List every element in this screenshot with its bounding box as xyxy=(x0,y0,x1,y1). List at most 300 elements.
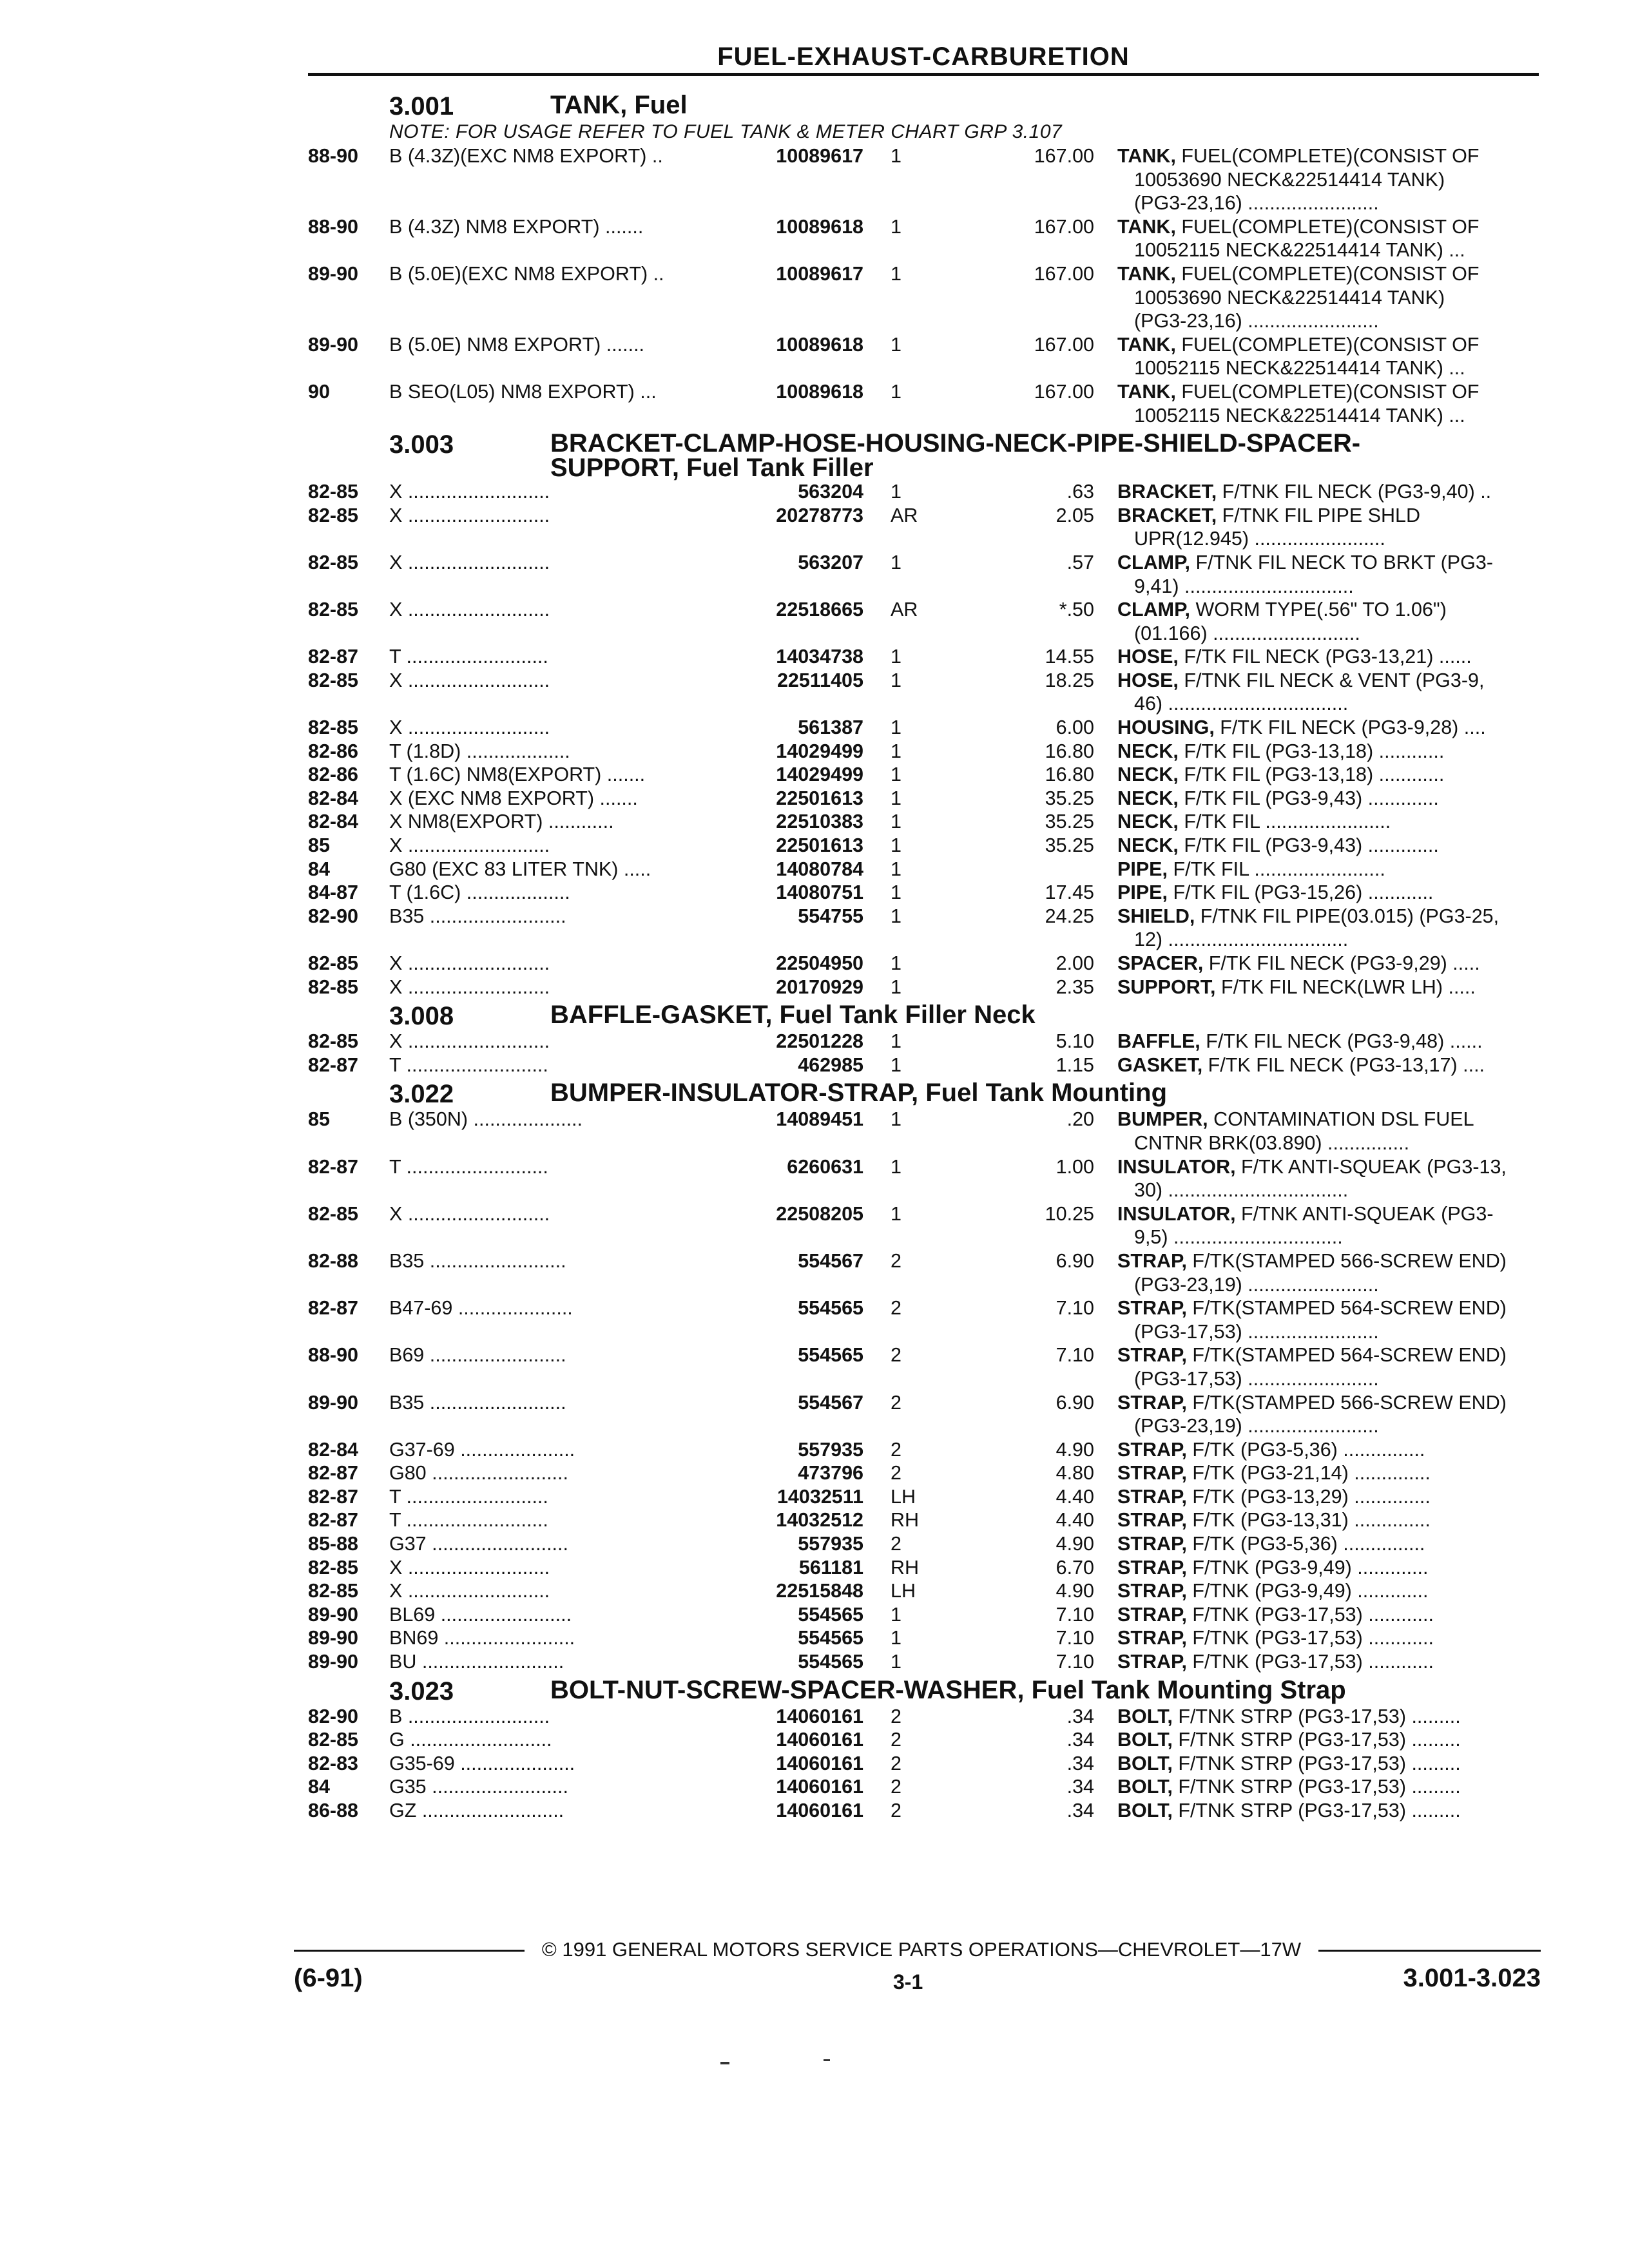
part-detail: F/TK (PG3-21,14) .............. xyxy=(1186,1462,1431,1485)
continuation-text: (01.166) ........................... xyxy=(1134,622,1360,644)
part-description xyxy=(1117,975,1539,999)
part-description xyxy=(1117,1391,1539,1415)
part-description xyxy=(1117,1053,1539,1077)
part-description xyxy=(1117,1705,1539,1729)
part-detail: F/TNK STRP (PG3-17,53) ......... xyxy=(1172,1800,1461,1821)
part-name: SHIELD, xyxy=(1117,905,1195,927)
quantity: 1 xyxy=(891,1603,901,1626)
quantity: 2 xyxy=(891,1391,901,1414)
description-continuation xyxy=(308,1414,1539,1438)
quantity: 1 xyxy=(891,1627,901,1649)
part-detail: F/TK FIL ........................ xyxy=(1167,858,1385,880)
section-title: BUMPER-INSULATOR-STRAP, Fuel Tank Mounting xyxy=(550,1079,1168,1108)
part-description xyxy=(1117,881,1539,905)
section-heading xyxy=(389,93,1539,120)
quantity: 2 xyxy=(891,1776,901,1798)
model-usage: BU .......................... xyxy=(389,1651,564,1673)
part-detail: F/TNK FIL PIPE(03.015) (PG3-25, xyxy=(1195,905,1499,927)
model-usage: B69 ......................... xyxy=(389,1344,566,1367)
description-continuation xyxy=(308,1131,1539,1155)
model-usage: G37 ......................... xyxy=(389,1533,568,1555)
model-usage: B35 ......................... xyxy=(389,905,566,927)
part-name: STRAP, xyxy=(1117,1580,1187,1602)
price: 6.90 xyxy=(1055,1249,1094,1272)
model-usage: B (5.0E) NM8 EXPORT) ....... xyxy=(389,333,645,356)
continuation-text: (PG3-23,16) ........................ xyxy=(1134,310,1379,332)
model-usage: B .......................... xyxy=(389,1705,550,1727)
quantity: 1 xyxy=(891,905,901,927)
quantity: 2 xyxy=(891,1533,901,1555)
model-years: 84 xyxy=(308,858,330,880)
part-name: STRAP, xyxy=(1117,1249,1187,1272)
continuation-text: CNTNR BRK(03.890) ............... xyxy=(1134,1131,1410,1154)
model-usage: T .......................... xyxy=(389,1485,548,1508)
scan-specks xyxy=(720,2057,849,2070)
part-detail: F/TK FIL (PG3-9,43) ............. xyxy=(1178,787,1439,809)
model-usage: G35-69 ..................... xyxy=(389,1752,575,1774)
continuation-text: (PG3-17,53) ........................ xyxy=(1134,1320,1379,1343)
part-detail: F/TNK (PG3-17,53) ............ xyxy=(1186,1651,1434,1673)
model-usage: X .......................... xyxy=(389,952,550,974)
model-usage: BN69 ........................ xyxy=(389,1627,575,1649)
quantity: 1 xyxy=(891,380,901,403)
section-title: BRACKET-CLAMP-HOSE-HOUSING-NECK-PIPE-SHIELD-SPACER-SUPPORT, Fuel Tank Filler xyxy=(550,429,1361,483)
part-description xyxy=(1117,1155,1539,1179)
part-detail: F/TK FIL (PG3-13,18) ............ xyxy=(1178,740,1445,762)
part-detail: F/TK (PG3-13,31) .............. xyxy=(1186,1509,1431,1532)
quantity: LH xyxy=(891,1485,916,1508)
part-name: STRAP, xyxy=(1117,1485,1187,1508)
part-description xyxy=(1117,333,1539,357)
price: 2.05 xyxy=(1055,504,1094,526)
description-continuation xyxy=(308,1225,1539,1249)
part-detail: F/TNK (PG3-17,53) ............ xyxy=(1186,1603,1434,1626)
model-usage: G37-69 ..................... xyxy=(389,1438,575,1461)
model-years: 82-87 xyxy=(308,1297,359,1320)
part-name: SUPPORT, xyxy=(1117,975,1216,998)
part-name: NECK, xyxy=(1117,811,1179,833)
part-number: 22501228 xyxy=(776,1030,863,1053)
quantity: LH xyxy=(891,1580,916,1602)
part-row xyxy=(308,952,1539,975)
header-rule xyxy=(308,73,1539,76)
quantity: 1 xyxy=(891,646,901,668)
description-continuation xyxy=(308,527,1539,551)
part-row xyxy=(308,834,1539,858)
part-description xyxy=(1117,763,1539,787)
price: 167.00 xyxy=(1034,262,1094,285)
model-usage: T .......................... xyxy=(389,1509,548,1532)
part-number: 14080751 xyxy=(776,881,863,904)
description-continuation xyxy=(308,1178,1539,1202)
part-row xyxy=(308,716,1539,740)
model-years: 89-90 xyxy=(308,1651,359,1673)
part-row xyxy=(308,975,1539,999)
model-years: 82-87 xyxy=(308,1155,359,1178)
model-years: 82-87 xyxy=(308,646,359,668)
part-name: HOSE, xyxy=(1117,669,1179,691)
part-number: 473796 xyxy=(798,1462,863,1485)
part-number: 6260631 xyxy=(787,1155,863,1178)
model-usage: G80 ......................... xyxy=(389,1462,568,1485)
model-years: 82-86 xyxy=(308,740,359,762)
model-usage: B SEO(L05) NM8 EXPORT) ... xyxy=(389,380,657,403)
model-years: 82-85 xyxy=(308,669,359,691)
model-usage: G35 ......................... xyxy=(389,1776,568,1798)
part-detail: F/TK (PG3-5,36) ............... xyxy=(1186,1438,1425,1461)
part-number: 14060161 xyxy=(776,1705,863,1727)
model-years: 84-87 xyxy=(308,881,359,904)
part-number: 10089617 xyxy=(776,262,863,285)
price: 167.00 xyxy=(1034,333,1094,356)
price: 10.25 xyxy=(1045,1202,1094,1225)
part-name: BRACKET, xyxy=(1117,481,1217,503)
quantity: 1 xyxy=(891,858,901,880)
part-row xyxy=(308,480,1539,504)
part-row xyxy=(308,1155,1539,1179)
model-usage: T .......................... xyxy=(389,1155,548,1178)
model-usage: T (1.6C) ................... xyxy=(389,881,570,904)
part-description xyxy=(1117,716,1539,740)
part-name: STRAP, xyxy=(1117,1462,1187,1485)
model-years: 82-85 xyxy=(308,716,359,739)
model-years: 89-90 xyxy=(308,333,359,356)
part-number: 554565 xyxy=(798,1297,863,1320)
part-row xyxy=(308,1626,1539,1650)
part-description xyxy=(1117,1556,1539,1580)
part-row xyxy=(308,1752,1539,1776)
part-description xyxy=(1117,598,1539,622)
part-number: 20278773 xyxy=(776,504,863,526)
part-name: TANK, xyxy=(1117,380,1176,403)
part-description xyxy=(1117,1603,1539,1627)
model-years: 89-90 xyxy=(308,1391,359,1414)
part-number: 22501613 xyxy=(776,834,863,857)
part-number: 14032511 xyxy=(776,1485,863,1508)
quantity: AR xyxy=(891,599,918,621)
part-number: 10089618 xyxy=(776,333,863,356)
part-row xyxy=(308,1775,1539,1799)
section-title: TANK, Fuel xyxy=(550,91,688,119)
part-row xyxy=(308,215,1539,239)
part-number: 22504950 xyxy=(776,952,863,974)
quantity: 2 xyxy=(891,1705,901,1727)
price: .34 xyxy=(1066,1800,1094,1821)
part-description xyxy=(1117,1438,1539,1462)
part-description xyxy=(1117,1799,1539,1823)
price: .34 xyxy=(1066,1752,1094,1774)
quantity: 1 xyxy=(891,764,901,786)
quantity: 2 xyxy=(891,1752,901,1774)
continuation-text: (PG3-23,16) ........................ xyxy=(1134,192,1379,215)
part-row xyxy=(308,1485,1539,1509)
description-continuation xyxy=(308,575,1539,599)
part-row xyxy=(308,1202,1539,1226)
part-number: 563204 xyxy=(798,481,863,503)
quantity: 1 xyxy=(891,481,901,503)
part-number: 10089618 xyxy=(776,215,863,238)
part-detail: WORM TYPE(.56" TO 1.06") xyxy=(1190,599,1447,621)
model-usage: B (4.3Z) NM8 EXPORT) ....... xyxy=(389,215,644,238)
quantity: 1 xyxy=(891,215,901,238)
part-detail: CONTAMINATION DSL FUEL xyxy=(1208,1108,1474,1131)
continuation-text: 9,41) ............................... xyxy=(1134,575,1354,597)
part-name: BUMPER, xyxy=(1117,1108,1208,1131)
copyright-line: © 1991 GENERAL MOTORS SERVICE PARTS OPERATIONS—CHEVROLET—17W xyxy=(541,1938,1302,1961)
model-years: 82-88 xyxy=(308,1249,359,1272)
continuation-text: (PG3-23,19) ........................ xyxy=(1134,1415,1379,1437)
part-row xyxy=(308,1249,1539,1273)
part-name: CLAMP, xyxy=(1117,551,1190,573)
model-usage: X .......................... xyxy=(389,504,550,526)
price: .34 xyxy=(1066,1729,1094,1751)
part-detail: F/TK ANTI-SQUEAK (PG3-13, xyxy=(1235,1155,1507,1178)
model-usage: B35 ......................... xyxy=(389,1391,566,1414)
description-continuation xyxy=(308,286,1539,310)
model-usage: B (5.0E)(EXC NM8 EXPORT) .. xyxy=(389,262,664,285)
part-detail: F/TNK STRP (PG3-17,53) ......... xyxy=(1172,1729,1461,1751)
catalog-section xyxy=(308,1081,1539,1673)
part-number: 557935 xyxy=(798,1438,863,1461)
model-usage: T .......................... xyxy=(389,646,548,668)
part-number: 10089617 xyxy=(776,145,863,167)
price: 6.70 xyxy=(1055,1556,1094,1579)
model-usage: T (1.6C) NM8(EXPORT) ....... xyxy=(389,764,646,786)
part-description xyxy=(1117,1775,1539,1799)
part-name: BOLT, xyxy=(1117,1729,1173,1751)
part-row xyxy=(308,380,1539,404)
model-usage: X .......................... xyxy=(389,1580,550,1602)
section-number: 3.003 xyxy=(389,430,454,459)
quantity: 2 xyxy=(891,1297,901,1320)
part-name: PIPE, xyxy=(1117,881,1168,904)
model-usage: GZ .......................... xyxy=(389,1800,564,1821)
quantity: 2 xyxy=(891,1729,901,1751)
quantity: 2 xyxy=(891,1462,901,1485)
model-usage: BL69 ........................ xyxy=(389,1603,572,1626)
quantity: AR xyxy=(891,504,918,526)
revision-date: (6-91) xyxy=(294,1964,363,1992)
part-description xyxy=(1117,262,1539,286)
quantity: 2 xyxy=(891,1800,901,1821)
part-name: BOLT, xyxy=(1117,1752,1173,1774)
quantity: 1 xyxy=(891,881,901,904)
price: 4.90 xyxy=(1055,1580,1094,1602)
price: 4.90 xyxy=(1055,1533,1094,1555)
part-number: 14089451 xyxy=(776,1108,863,1131)
part-row xyxy=(308,1603,1539,1627)
description-continuation xyxy=(308,404,1539,428)
part-detail: F/TNK (PG3-9,49) ............. xyxy=(1186,1580,1429,1602)
page-number: 3-1 xyxy=(893,1970,923,1994)
quantity: 1 xyxy=(891,1155,901,1178)
part-number: 554565 xyxy=(798,1603,863,1626)
part-number: 554565 xyxy=(798,1344,863,1367)
description-continuation xyxy=(308,692,1539,716)
price: 1.00 xyxy=(1055,1155,1094,1178)
price: 7.10 xyxy=(1055,1344,1094,1367)
quantity: RH xyxy=(891,1509,920,1532)
model-usage: X NM8(EXPORT) ............ xyxy=(389,811,614,833)
quantity: 1 xyxy=(891,262,901,285)
continuation-text: UPR(12.945) ........................ xyxy=(1134,528,1385,550)
part-detail: F/TK FIL NECK (PG3-9,48) ...... xyxy=(1200,1030,1483,1053)
model-usage: B47-69 ..................... xyxy=(389,1297,573,1320)
model-years: 82-83 xyxy=(308,1752,359,1774)
continuation-text: (PG3-23,19) ........................ xyxy=(1134,1273,1379,1296)
part-row xyxy=(308,881,1539,905)
part-description xyxy=(1117,952,1539,975)
part-description xyxy=(1117,1202,1539,1226)
model-usage: T .......................... xyxy=(389,1053,548,1076)
quantity: 1 xyxy=(891,1030,901,1053)
part-description xyxy=(1117,380,1539,404)
part-detail: FUEL(COMPLETE)(CONSIST OF xyxy=(1175,380,1480,403)
description-continuation xyxy=(308,238,1539,262)
model-years: 82-85 xyxy=(308,1729,359,1751)
part-description xyxy=(1117,1485,1539,1509)
part-row xyxy=(308,551,1539,575)
part-name: BRACKET, xyxy=(1117,504,1217,526)
part-name: STRAP, xyxy=(1117,1533,1187,1555)
part-detail: F/TK(STAMPED 566-SCREW END) xyxy=(1186,1391,1507,1414)
price: 7.10 xyxy=(1055,1651,1094,1673)
part-detail: F/TK FIL (PG3-13,18) ............ xyxy=(1178,764,1445,786)
price: 167.00 xyxy=(1034,380,1094,403)
model-years: 82-84 xyxy=(308,811,359,833)
part-row xyxy=(308,905,1539,928)
description-continuation xyxy=(308,191,1539,215)
part-row xyxy=(308,858,1539,881)
model-usage: X .......................... xyxy=(389,834,550,857)
section-heading xyxy=(389,1003,1539,1030)
description-continuation xyxy=(308,309,1539,333)
part-row xyxy=(308,504,1539,528)
footer-rule-right xyxy=(1318,1950,1541,1952)
part-row xyxy=(308,1461,1539,1485)
quantity: 1 xyxy=(891,740,901,762)
part-name: HOSE, xyxy=(1117,646,1179,668)
part-detail: F/TK FIL NECK (PG3-9,28) .... xyxy=(1214,716,1486,739)
part-number: 22511405 xyxy=(776,669,863,691)
part-detail: F/TK(STAMPED 566-SCREW END) xyxy=(1186,1249,1507,1272)
price: 14.55 xyxy=(1045,646,1094,668)
model-usage: G .......................... xyxy=(389,1729,552,1751)
part-row xyxy=(308,1508,1539,1532)
continuation-text: 12) ................................. xyxy=(1134,928,1349,951)
part-number: 462985 xyxy=(798,1053,863,1076)
price: 16.80 xyxy=(1045,764,1094,786)
model-usage: X (EXC NM8 EXPORT) ....... xyxy=(389,787,638,809)
part-name: NECK, xyxy=(1117,787,1179,809)
part-number: 14060161 xyxy=(776,1776,863,1798)
part-detail: F/TNK FIL NECK (PG3-9,40) .. xyxy=(1217,481,1492,503)
price: 6.90 xyxy=(1055,1391,1094,1414)
model-usage: X .......................... xyxy=(389,551,550,573)
model-years: 88-90 xyxy=(308,215,359,238)
price: *.50 xyxy=(1059,599,1094,621)
model-years: 82-87 xyxy=(308,1485,359,1508)
model-usage: B (350N) .................... xyxy=(389,1108,583,1131)
part-row xyxy=(308,262,1539,286)
model-years: 89-90 xyxy=(308,1603,359,1626)
part-name: HOUSING, xyxy=(1117,716,1215,739)
part-detail: F/TK(STAMPED 564-SCREW END) xyxy=(1186,1297,1507,1320)
model-years: 82-85 xyxy=(308,1580,359,1602)
quantity: 1 xyxy=(891,1202,901,1225)
part-description xyxy=(1117,1579,1539,1603)
part-number: 14080784 xyxy=(776,858,863,880)
part-description xyxy=(1117,480,1539,504)
part-description xyxy=(1117,1461,1539,1485)
parts-catalog-content xyxy=(308,89,1539,1823)
model-usage: G80 (EXC 83 LITER TNK) ..... xyxy=(389,858,651,880)
part-number: 22508205 xyxy=(776,1202,863,1225)
part-row xyxy=(308,787,1539,811)
part-number: 22501613 xyxy=(776,787,863,809)
model-years: 85 xyxy=(308,1108,330,1131)
section-number: 3.023 xyxy=(389,1677,454,1706)
quantity: 1 xyxy=(891,669,901,691)
part-row xyxy=(308,645,1539,669)
part-detail: F/TK (PG3-13,29) .............. xyxy=(1186,1485,1431,1508)
model-years: 86-88 xyxy=(308,1800,359,1821)
part-number: 22518665 xyxy=(776,599,863,621)
part-number: 14060161 xyxy=(776,1729,863,1751)
part-row xyxy=(308,1532,1539,1556)
model-years: 82-85 xyxy=(308,952,359,974)
quantity: 1 xyxy=(891,145,901,167)
part-name: TANK, xyxy=(1117,333,1176,356)
description-continuation xyxy=(308,1367,1539,1391)
section-number: 3.001 xyxy=(389,92,454,120)
price: 35.25 xyxy=(1045,787,1094,809)
section-number: 3.008 xyxy=(389,1002,454,1031)
part-description xyxy=(1117,858,1539,881)
part-name: CLAMP, xyxy=(1117,599,1190,621)
part-row xyxy=(308,1343,1539,1367)
model-years: 82-90 xyxy=(308,1705,359,1727)
part-description xyxy=(1117,1296,1539,1320)
part-number: 563207 xyxy=(798,551,863,573)
part-name: STRAP, xyxy=(1117,1651,1187,1673)
part-description xyxy=(1117,810,1539,834)
part-name: NECK, xyxy=(1117,764,1179,786)
model-years: 82-85 xyxy=(308,481,359,503)
price: 4.80 xyxy=(1055,1462,1094,1485)
part-name: STRAP, xyxy=(1117,1391,1187,1414)
part-detail: FUEL(COMPLETE)(CONSIST OF xyxy=(1175,262,1480,285)
part-description xyxy=(1117,504,1539,528)
part-detail: F/TK FIL (PG3-9,43) ............. xyxy=(1178,834,1439,857)
part-row xyxy=(308,1438,1539,1462)
quantity: 2 xyxy=(891,1249,901,1272)
price: 167.00 xyxy=(1034,145,1094,167)
price: 7.10 xyxy=(1055,1627,1094,1649)
section-note: NOTE: FOR USAGE REFER TO FUEL TANK & METER CHART GRP 3.107 xyxy=(389,121,1063,142)
part-description xyxy=(1117,1108,1539,1131)
part-number: 14032512 xyxy=(776,1509,863,1532)
model-years: 82-87 xyxy=(308,1509,359,1532)
part-number: 10089618 xyxy=(776,380,863,403)
quantity: 1 xyxy=(891,787,901,809)
part-name: TANK, xyxy=(1117,215,1176,238)
part-detail: FUEL(COMPLETE)(CONSIST OF xyxy=(1175,333,1480,356)
part-name: BAFFLE, xyxy=(1117,1030,1200,1053)
price: 167.00 xyxy=(1034,215,1094,238)
part-description xyxy=(1117,1650,1539,1674)
part-name: STRAP, xyxy=(1117,1556,1187,1579)
